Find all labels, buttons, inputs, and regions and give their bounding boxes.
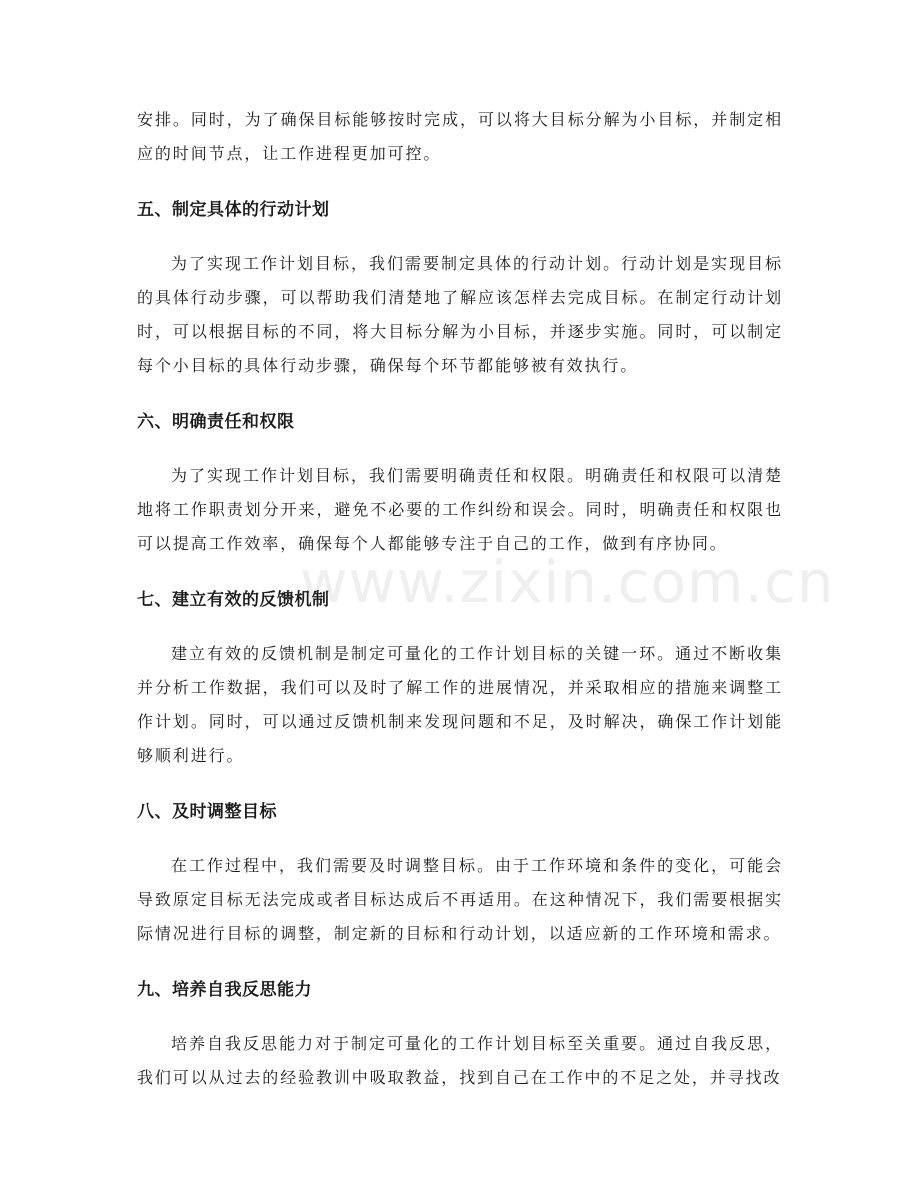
document-body — [137, 103, 783, 1095]
section-paragraph-7: 建立有效的反馈机制是制定可量化的工作计划目标的关键一环。通过不断收集并分析工作数据，我们可以及时了解工作的进展情况，并采取相应的措施来调整工作计划。同时，可以通过反馈机制来发现问题和不足，及时解决，确保工作计划能够顺利进行。 — [137, 644, 783, 765]
section-paragraph-6: 为了实现工作计划目标，我们需要明确责任和权限。明确责任和权限可以清楚地将工作职责划分开来，避免不必要的工作纠纷和误会。同时，明确责任和权限也可以提高工作效率，确保每个人都能够专注于自己的工作，做到有序协同。 — [137, 466, 783, 553]
section-heading-5: 五、制定具体的行动计划 — [137, 200, 330, 220]
section-heading-7: 七、建立有效的反馈机制 — [137, 590, 330, 610]
section-heading-8: 八、及时调整目标 — [137, 802, 277, 822]
section-paragraph-9: 培养自我反思能力对于制定可量化的工作计划目标至关重要。通过自我反思，我们可以从过去的经验教训中吸取教益，找到自己在工作中的不足之处，并寻找改 — [137, 1034, 783, 1087]
section-paragraph-8: 在工作过程中，我们需要及时调整目标。由于工作环境和条件的变化，可能会导致原定目标无法完成或者目标达成后不再适用。在这种情况下，我们需要根据实际情况进行目标的调整，制定新的目标和行动计划，以适应新的工作环境和需求。 — [137, 856, 783, 943]
section-heading-9: 九、培养自我反思能力 — [137, 980, 312, 1000]
intro-paragraph: 安排。同时，为了确保目标能够按时完成，可以将大目标分解为小目标，并制定相应的时间节点，让工作进程更加可控。 — [137, 110, 783, 163]
section-paragraph-5: 为了实现工作计划目标，我们需要制定具体的行动计划。行动计划是实现目标的具体行动步骤，可以帮助我们清楚地了解应该怎样去完成目标。在制定行动计划时，可以根据目标的不同，将大目标分解为小目标，并逐步实施。同时，可以制定每个小目标的具体行动步骤，确保每个环节都能够被有效执行。 — [137, 254, 783, 375]
section-heading-6: 六、明确责任和权限 — [137, 412, 295, 432]
watermark: www.zixin.com.cn — [300, 548, 835, 616]
